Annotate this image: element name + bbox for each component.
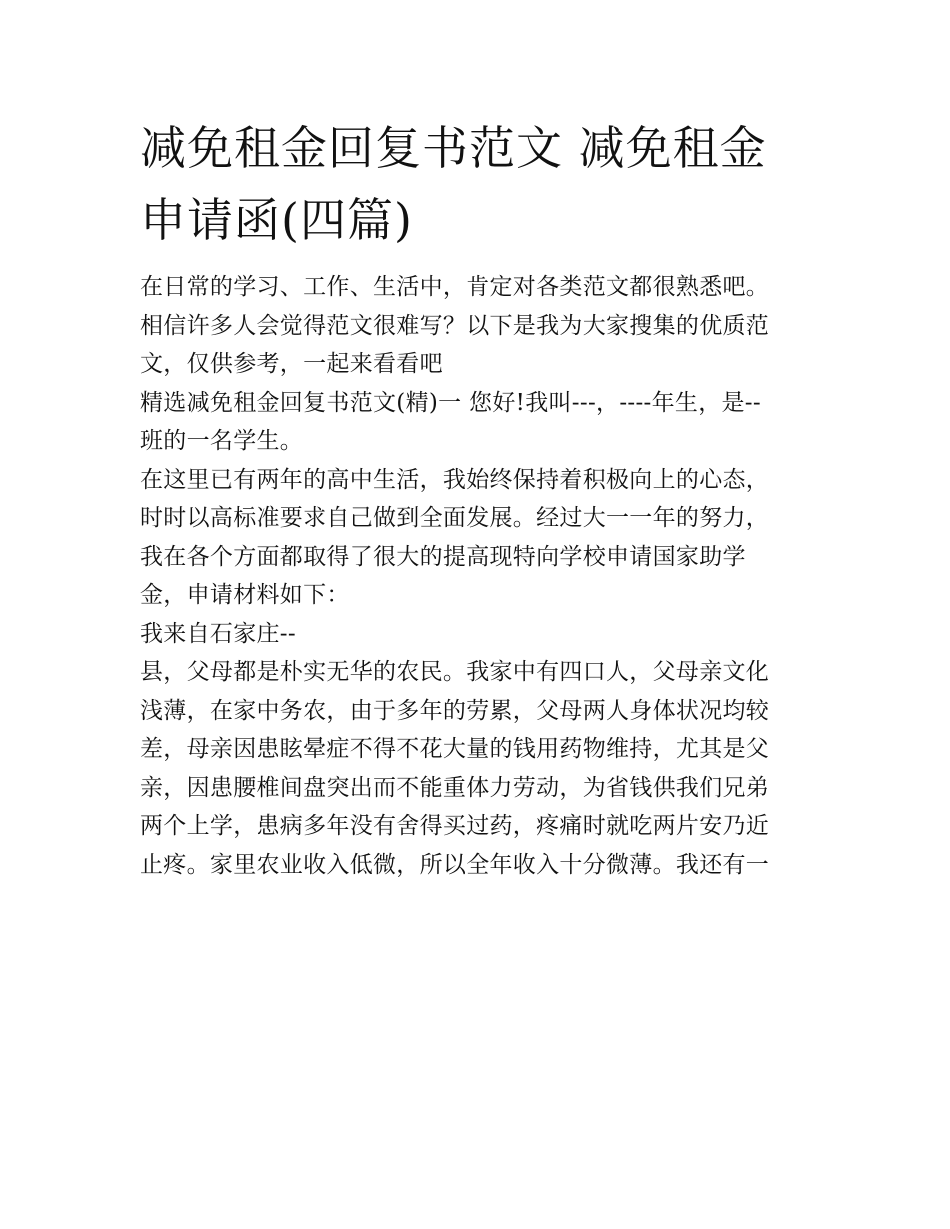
title-line: 减免租金回复书范文 减免租金	[140, 121, 767, 175]
text-line: 班的一名学生。	[140, 428, 304, 454]
text-line: 精选减免租金回复书范文(精)一 您好!我叫---，----年生，是--	[140, 389, 761, 416]
family-paragraph	[140, 653, 820, 884]
text-line: 文，仅供参考，一起来看看吧	[140, 351, 443, 377]
document-title	[140, 112, 820, 256]
text-line: 止疼。家里农业收入低微，所以全年收入十分微薄。我还有一	[140, 851, 770, 878]
body-paragraph	[140, 461, 820, 615]
intro-paragraph	[140, 268, 820, 384]
text-line: 亲，因患腰椎间盘突出而不能重体力劳动，为省钱供我们兄弟	[140, 774, 770, 801]
text-line: 相信许多人会觉得范文很难写？以下是我为大家搜集的优质范	[140, 312, 770, 339]
text-line: 在这里已有两年的高中生活，我始终保持着积极向上的心态，	[140, 466, 770, 493]
text-line: 浅薄，在家中务农，由于多年的劳累，父母两人身体状况均较	[140, 697, 770, 724]
text-line: 两个上学，患病多年没有舍得买过药，疼痛时就吃两片安乃近	[140, 813, 770, 839]
text-line: 金，申请材料如下：	[140, 582, 350, 608]
origin-paragraph	[140, 615, 820, 654]
text-line: 我来自石家庄--	[140, 620, 296, 647]
document-body	[140, 112, 820, 884]
text-line: 我在各个方面都取得了很大的提高现特向学校申请国家助学	[140, 543, 746, 570]
text-line: 时时以高标准要求自己做到全面发展。经过大一一年的努力，	[140, 505, 770, 531]
text-line: 在日常的学习、工作、生活中，肯定对各类范文都很熟悉吧。	[140, 274, 770, 300]
text-line: 县，父母都是朴实无华的农民。我家中有四口人，父母亲文化	[140, 659, 770, 685]
greeting-paragraph	[140, 384, 820, 461]
title-line: 申请函(四篇)	[140, 193, 413, 247]
text-line: 差，母亲因患眩晕症不得不花大量的钱用药物维持，尤其是父	[140, 736, 770, 762]
